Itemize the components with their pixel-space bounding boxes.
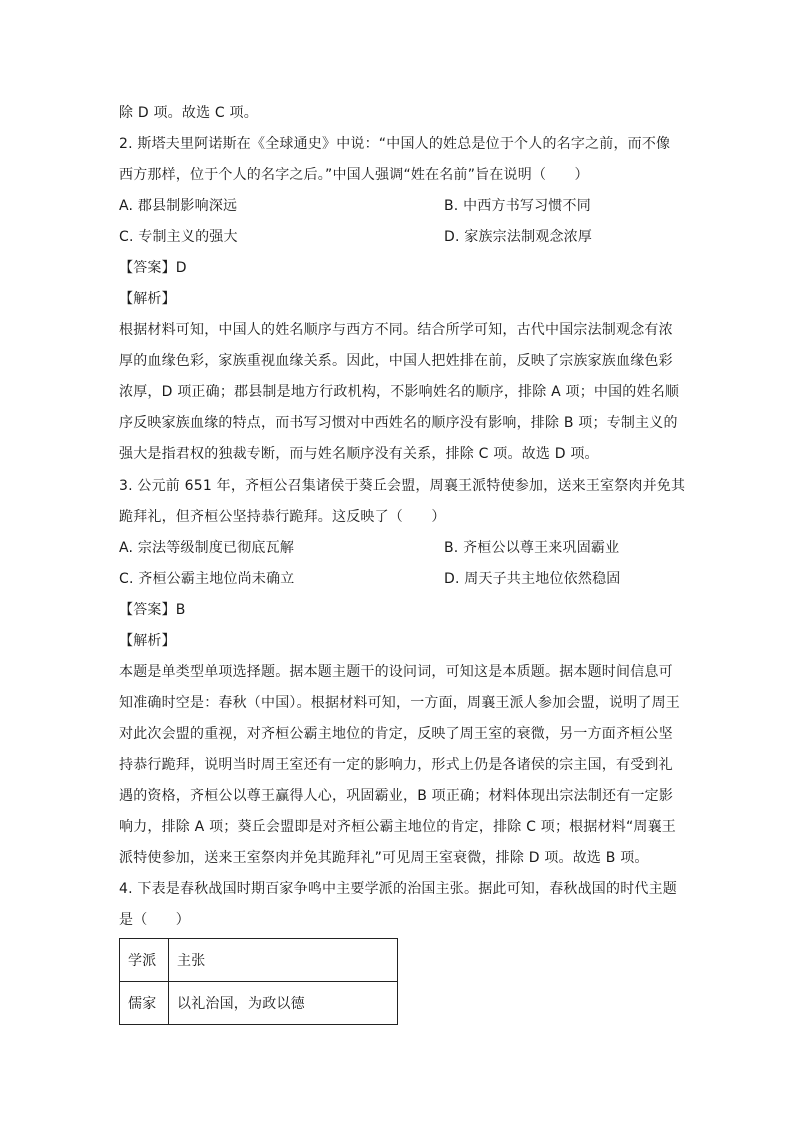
text-line-l14: 【解析】 xyxy=(119,633,176,649)
table-cell-claim: 以礼治国，为政以德 xyxy=(169,982,398,1025)
text-line-l19: 遇的资格，齐桓公以尊王赢得人心，巩固霸业，B 项正确；材料体现出宗法制还有一定影 xyxy=(119,788,674,804)
text-line-l11: 3. 公元前 651 年，齐桓公召集诸侯于葵丘会盟，周襄王派特使参加，送来王室祭肉并免其 xyxy=(119,478,686,494)
text-line-l18: 持恭行跪拜，说明当时周王室还有一定的影响力，形式上仍是各诸侯的宗主国，有受到礼 xyxy=(119,757,673,773)
text-line-l21: 派特使参加，送来王室祭肉并免其跪拜礼”可见周王室衰微，排除 D 项。故选 B 项。 xyxy=(119,850,649,866)
text-line-l23: 是（ ） xyxy=(119,912,190,928)
text-line-l15: 本题是单类型单项选择题。据本题主题干的设问词，可知这是本质题。据本题时间信息可 xyxy=(119,664,673,680)
text-line-l05: 【解析】 xyxy=(119,291,176,307)
option-q2b: B. 中西方书写习惯不同 xyxy=(444,198,591,214)
text-line-l03: 西方那样，位于个人的名字之后。”中国人强调“姓在名前”旨在说明（ ） xyxy=(119,167,589,183)
option-q3c: C. 齐桓公霸主地位尚未确立 xyxy=(119,571,295,587)
text-line-l04: 【答案】D xyxy=(119,260,187,276)
table-header-school: 学派 xyxy=(120,939,169,982)
schools-table xyxy=(119,938,398,1025)
text-line-l16: 知准确时空是：春秋（中国）。根据材料可知，一方面，周襄王派人参加会盟，说明了周王 xyxy=(119,695,680,711)
text-line-l02: 2. 斯塔夫里阿诺斯在《全球通史》中说：“中国人的姓总是位于个人的名字之前，而不像 xyxy=(119,136,671,152)
option-q3b: B. 齐桓公以尊王来巩固霸业 xyxy=(444,540,620,556)
option-q3a: A. 宗法等级制度已彻底瓦解 xyxy=(119,540,295,556)
table-row xyxy=(120,982,398,1025)
text-line-l17: 对此次会盟的重视，对齐桓公霸主地位的肯定，反映了周王室的衰微，另一方面齐桓公坚 xyxy=(119,726,673,742)
text-line-l20: 响力，排除 A 项；葵丘会盟即是对齐桓公霸主地位的肯定，排除 C 项；根据材料“周襄王 xyxy=(119,819,677,835)
option-q2d: D. 家族宗法制观念浓厚 xyxy=(444,229,593,245)
table-header-row xyxy=(120,939,398,982)
option-q2a: A. 郡县制影响深远 xyxy=(119,198,238,214)
option-q2c: C. 专制主义的强大 xyxy=(119,229,238,245)
option-q3d: D. 周天子共主地位依然稳固 xyxy=(444,571,621,587)
table-cell-school: 儒家 xyxy=(120,982,169,1025)
text-line-l08: 浓厚，D 项正确；郡县制是地方行政机构，不影响姓名的顺序，排除 A 项；中国的姓名顺 xyxy=(119,384,680,400)
text-line-l22: 4. 下表是春秋战国时期百家争鸣中主要学派的治国主张。据此可知，春秋战国的时代主题 xyxy=(119,881,678,897)
text-line-l09: 序反映家族血缘的特点，而书写习惯对中西姓名的顺序没有影响，排除 B 项；专制主义的 xyxy=(119,415,678,431)
text-line-l12: 跪拜礼，但齐桓公坚持恭行跪拜。这反映了（ ） xyxy=(119,509,446,525)
text-line-l06: 根据材料可知，中国人的姓名顺序与西方不同。结合所学可知，古代中国宗法制观念有浓 xyxy=(119,322,673,338)
text-line-l10: 强大是指君权的独裁专断，而与姓名顺序没有关系，排除 C 项。故选 D 项。 xyxy=(119,446,599,462)
text-line-l01: 除 D 项。故选 C 项。 xyxy=(119,105,258,121)
text-line-l13: 【答案】B xyxy=(119,602,186,618)
table-header-claim: 主张 xyxy=(169,939,398,982)
text-line-l07: 厚的血缘色彩，家族重视血缘关系。因此，中国人把姓排在前，反映了宗族家族血缘色彩 xyxy=(119,353,673,369)
